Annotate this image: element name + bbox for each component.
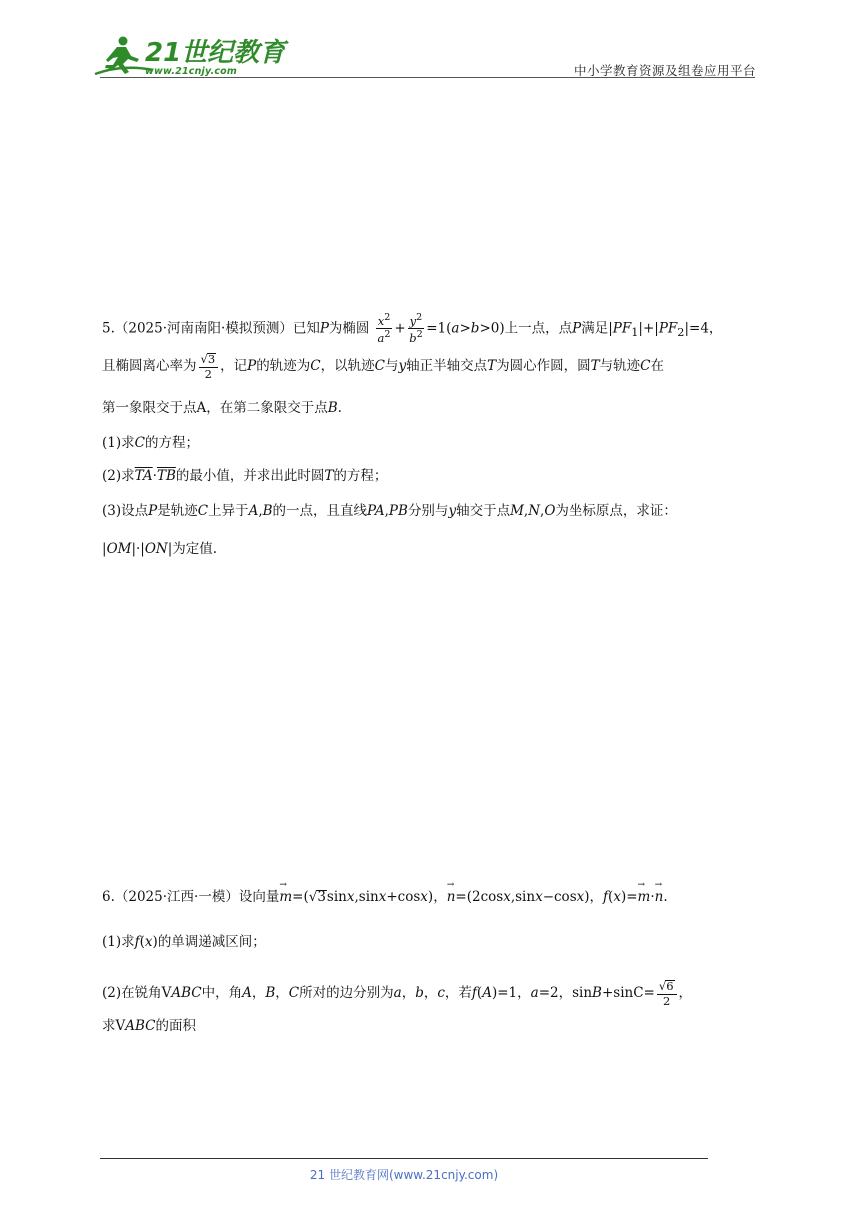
q5-text: 的方程； [144, 435, 199, 451]
q5-line3: 第一象限交于点A，在第二象限交于点B. [102, 400, 342, 416]
logo-url: www.21cnjy.com [145, 66, 237, 77]
site-logo [93, 34, 286, 80]
q5-text: 为椭圆 [328, 320, 370, 337]
q5-text: 的一点，且直线 [272, 503, 368, 519]
q5-part2: (2)求$\overline{TA}\cdot\overline{TB}$的最小值，并求出此时圆T的方程； [102, 468, 388, 484]
q5-text: ，以轨迹 [320, 358, 375, 374]
header-divider [100, 77, 755, 78]
q5-text: 在 [650, 358, 664, 374]
frac-sqrt6-2: $\frac{√6}{2}$ [657, 980, 677, 1007]
q5-text: 轴正半轴交点 [406, 358, 488, 374]
q5-text: 为坐标原点，求证： [555, 503, 677, 519]
q5-text: (1)求 [102, 435, 135, 451]
frac-x2-a2: $\frac{x^2}{a^2}$ [377, 312, 391, 346]
q5-text: ，记 [220, 358, 248, 374]
q5-text: 为圆心作圆，圆 [496, 358, 591, 374]
footer-divider [100, 1158, 708, 1159]
q6-text: ， [678, 985, 693, 1001]
logo-wordmark: 21世纪教育 [145, 38, 286, 68]
q6-text: 的面积 [155, 1018, 196, 1034]
q6-part1: (1)求f(x)的单调递减区间； [102, 934, 266, 950]
q5-text: 上一点，点 [504, 320, 573, 337]
q5-text: 上异于 [208, 503, 249, 519]
q6-text: (1)求 [102, 934, 135, 950]
q5-text: 与轨迹 [599, 358, 641, 374]
q5-text: 的轨迹为 [256, 358, 311, 374]
q6-text: 中，角 [201, 985, 243, 1001]
q5-text: . [337, 400, 342, 416]
q5-text: (3)设点 [102, 503, 149, 519]
q6-text: ，若 [444, 985, 472, 1001]
q5-text: 的方程； [333, 468, 388, 484]
q5-text: 第一象限交于点A，在第二象限交于点 [102, 400, 328, 416]
q5-text: 为定值. [172, 541, 218, 557]
q6-text: . [663, 889, 668, 905]
q5-source: 5.（2025·河南南阳·模拟预测）已知 [102, 320, 320, 337]
platform-name: 中小学教育资源及组卷应用平台 [573, 63, 756, 78]
q5-text: 的最小值，并求出此时圆 [175, 468, 325, 484]
q5-text: 与 [384, 358, 399, 374]
q6-text: ， [517, 985, 531, 1001]
frac-sqrt3-2: $\frac{√3}{2}$ [199, 353, 219, 380]
q6-intro-line: 6.（2025·江西·一模）设向量→ m=(√3sinx,sinx+cosx)，→ n=(2cosx,sinx−cosx)，f(x)=→ m·→ n. [102, 890, 762, 905]
q6-text: ， [433, 889, 447, 905]
q5-text: 分别与 [407, 503, 449, 519]
q6-text: 所对的边分别为 [299, 985, 394, 1001]
q5-part1: (1)求C的方程； [102, 435, 199, 451]
q5-part3: (3)设点P是轨迹C上异于A,B的一点，且直线PA,PB分别与y轴交于点M,N,O为坐标原点，求证： [102, 503, 677, 519]
frac-y2-b2: $\frac{y^2}{b^2}$ [409, 312, 423, 346]
q6-part2-cont: 求VABC的面积 [102, 1018, 196, 1034]
q5-intro-line: 5.（2025·河南南阳·模拟预测）已知P为椭圆 $\frac{x^2}{a^2}$ + $\frac{y^2}{b^2}$ =1(a>b>0)上一点，点P满足$|PF_1|+|PF_2|=4$， [102, 312, 723, 346]
q6-text: ， [558, 985, 573, 1001]
q5-text: 满足 [581, 320, 609, 337]
q6-text: 的单调递减区间； [157, 934, 266, 950]
q6-text: ， [589, 889, 604, 905]
q6-source: 6.（2025·江西·一模）设向量 [102, 889, 280, 905]
q5-text: (2)求 [102, 468, 135, 484]
q5-text: 轴交于点 [456, 503, 511, 519]
q6-text: (2)在锐角 [102, 985, 162, 1001]
q6-text: 求 [102, 1018, 116, 1034]
q6-part2: (2)在锐角VABC中，角A，B，C所对的边分别为a，b，c，若f(A)=1，a=2，sinB+sinC= $\frac{√6}{2}$ ， [102, 979, 693, 1008]
q5-line2: 且椭圆离心率为 $\frac{√3}{2}$ ，记P的轨迹为C，以轨迹C与y轴正半轴交点T为圆心作圆，圆T与轨迹C在 [102, 352, 664, 381]
q5-text: 是轨迹 [157, 503, 198, 519]
q5-text: 且椭圆离心率为 [102, 358, 197, 374]
footer-link[interactable]: 21 世纪教育网(www.21cnjy.com) [309, 1168, 499, 1182]
q5-part3-cont: |OM|·|ON|为定值. [102, 541, 218, 557]
